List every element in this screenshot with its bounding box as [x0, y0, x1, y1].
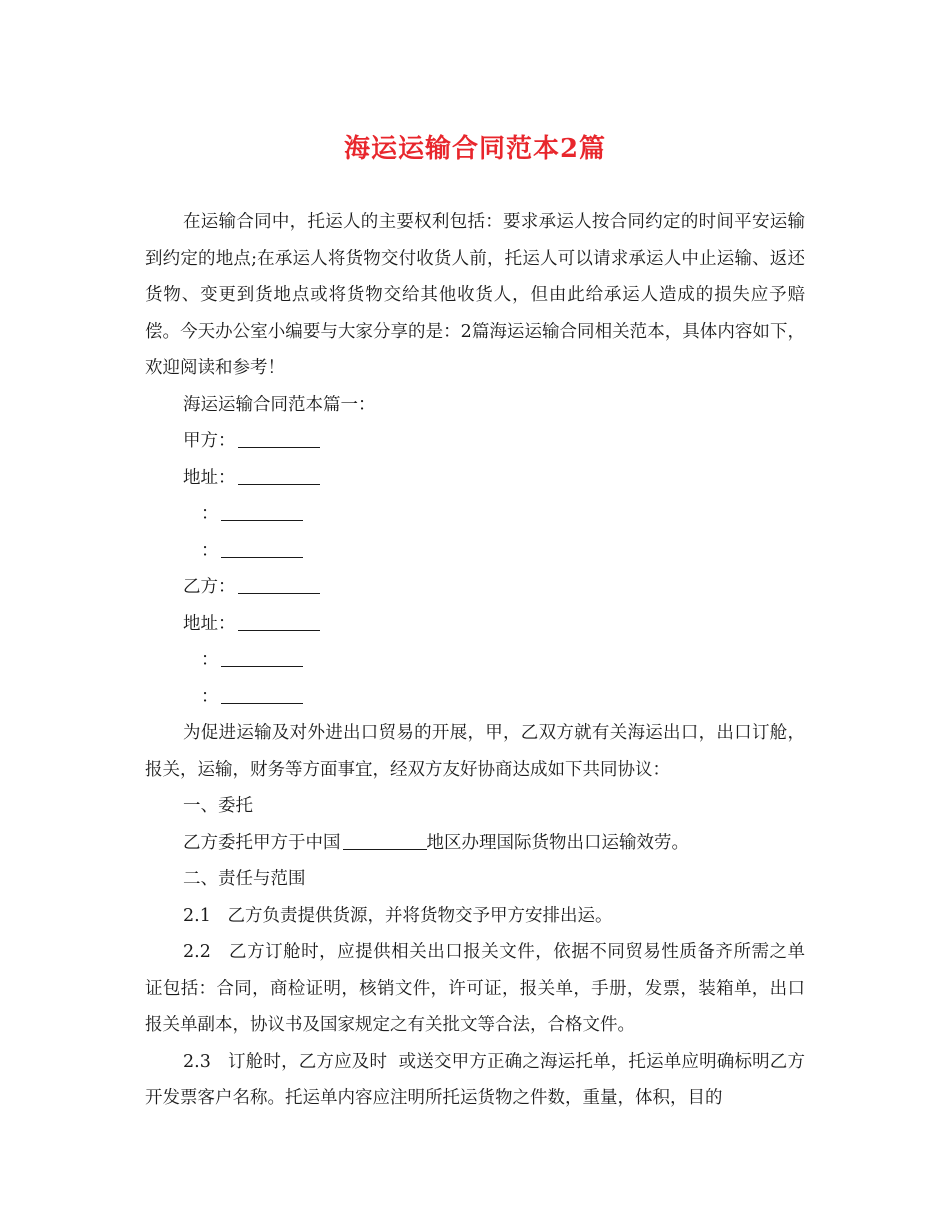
clause1-heading: 一、委托 — [183, 796, 253, 816]
section-heading: 海运运输合同范本篇一： — [183, 394, 376, 415]
party-b-field4-blank — [221, 685, 303, 704]
party-a-field4-line — [145, 533, 805, 570]
party-b-blank — [238, 575, 320, 594]
document-title: 海运运输合同范本2篇 — [343, 134, 607, 164]
clause1-text-before: 乙方委托甲方于中国 — [183, 832, 341, 853]
party-a-field3-line — [145, 496, 805, 533]
party-a-address-label: 地址： — [183, 467, 236, 488]
party-b-field3-blank — [221, 648, 303, 667]
preamble-paragraph: 为促进运输及对外进出口贸易的开展，甲，乙双方就有关海运出口，出口订舱，报关，运输，财务等方面事宜，经双方友好协商达成如下共同协议： — [145, 723, 805, 780]
party-b-address-label: 地址： — [183, 613, 236, 634]
party-a-field3-label: ： — [201, 504, 219, 524]
party-b-address-line — [145, 606, 805, 643]
party-a-address-blank — [238, 466, 320, 485]
intro-paragraph: 在运输合同中，托运人的主要权利包括：要求承运人按合同约定的时间平安运输到约定的地点;在承运人将货物交付收货人前，托运人可以请求承运人中止运输、返还货物、变更到货地点或将货物交给其他收货人，但由此给承运人造成的损失应予赔偿。今天办公室小编要与大家分享的是：2篇海运运输合同相关范本，具体内容如下，欢迎阅读和参考！ — [145, 212, 805, 378]
party-b-field3-line — [145, 642, 805, 679]
party-b-field3-label: ： — [201, 650, 219, 670]
clause2-2: 2.2 乙方订舱时，应提供相关出口报关文件，依据不同贸易性质备齐所需之单证包括：合同，商检证明，核销文件，许可证，报关单，手册，发票，装箱单，出口报关单副本，协议书及国家规定之有关批文等合法，合格文件。 — [145, 942, 805, 1035]
clause1-text-after: 地区办理国际货物出口运输效劳。 — [426, 832, 689, 853]
party-b-field4-line — [145, 679, 805, 716]
party-b-field4-label: ： — [201, 686, 219, 707]
party-b-label: 乙方： — [183, 577, 236, 597]
party-a-address-line — [145, 460, 805, 497]
region-blank — [343, 831, 427, 850]
party-a-field4-blank — [221, 539, 303, 558]
party-a-field4-label: ： — [201, 540, 219, 561]
document-body — [145, 204, 805, 1117]
clause2-heading: 二、责任与范围 — [183, 869, 306, 889]
party-b-line — [145, 569, 805, 606]
clause1-text — [145, 825, 805, 862]
party-a-blank — [238, 429, 320, 448]
party-a-field3-blank — [221, 502, 303, 521]
party-b-address-blank — [238, 612, 320, 631]
party-a-label: 甲方： — [183, 431, 236, 451]
clause2-3: 2.3 订舱时，乙方应及时 或送交甲方正确之海运托单，托运单应明确标明乙方开发票客户名称。托运单内容应注明所托运货物之件数，重量，体积，目的 — [145, 1051, 805, 1108]
clause2-1: 2.1 乙方负责提供货源，并将货物交予甲方安排出运。 — [183, 905, 613, 926]
party-a-line — [145, 423, 805, 460]
